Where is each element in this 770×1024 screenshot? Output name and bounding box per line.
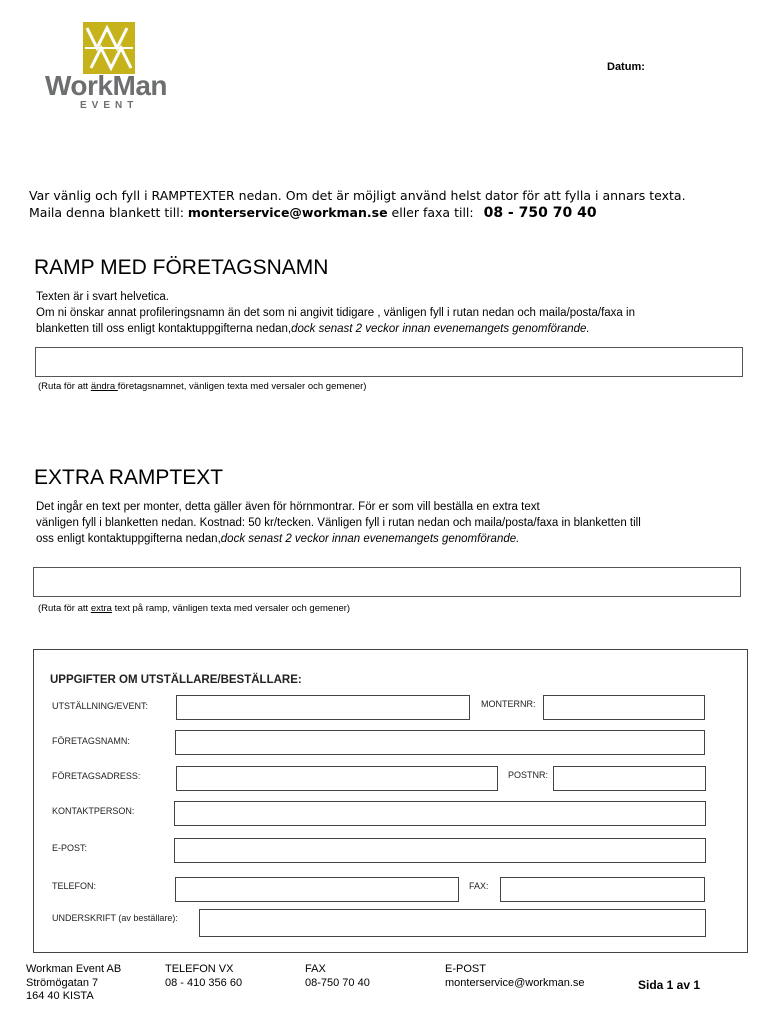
company-input[interactable] [175, 730, 705, 755]
booth-label: MONTERNR: [481, 699, 536, 709]
extra-field-note: (Ruta för att extra text på ramp, vänligen texta med versaler och gemener) [38, 603, 351, 614]
workman-logo-mark [83, 22, 135, 74]
exhibition-input[interactable] [176, 695, 470, 720]
contact-label: KONTAKTPERSON: [52, 806, 135, 816]
address-input[interactable] [176, 766, 498, 791]
email-input[interactable] [174, 838, 706, 863]
logo-subtitle: EVENT [80, 100, 139, 111]
company-label: FÖRETAGSNAMN: [52, 736, 130, 746]
page-number: Sida 1 av 1 [638, 978, 701, 992]
extra-heading: EXTRA RAMPTEXT [34, 466, 224, 489]
exhibition-label: UTSTÄLLNING/EVENT: [52, 701, 149, 711]
intro-text [29, 187, 686, 222]
footer-email: E-POST monterservice@workman.se [445, 963, 585, 989]
form-title: UPPGIFTER OM UTSTÄLLARE/BESTÄLLARE: [50, 674, 302, 686]
intro-line-2: Maila denna blankett till: monterservice@workman.se eller faxa till: 08 - 750 70 40 [29, 205, 597, 221]
footer-company: Workman Event AB Strömögatan 7 164 40 KISTA [26, 963, 122, 1002]
address-label: FÖRETAGSADRESS: [52, 771, 141, 781]
intro-line-1: Var vänlig och fyll i RAMPTEXTER nedan. Om det är möjligt använd helst dator för att fylla i annars texta. [29, 188, 686, 203]
intro-email[interactable]: monterservice@workman.se [187, 205, 388, 220]
date-label: Datum: [607, 61, 645, 73]
footer-phone: TELEFON VX 08 - 410 356 60 [165, 963, 243, 989]
zip-label: POSTNR: [508, 770, 549, 780]
intro-fax-number: 08 - 750 70 40 [483, 205, 597, 221]
contact-input[interactable] [174, 801, 706, 826]
ramp-company-name-input[interactable] [35, 347, 743, 377]
ramp-field-note: (Ruta för att ändra företagsnamnet, vänligen texta med versaler och gemener) [38, 381, 367, 392]
phone-input[interactable] [175, 877, 459, 902]
extra-description: Det ingår en text per monter, detta gäller även för hörnmontrar. För er som vill beställa en extra text vänligen fyll i blanketten nedan. Kostnad: 50 kr/tecken. Vänligen fyll i rutan nedan och maila/posta/faxa in blanketten till oss enligt kontaktuppgifterna nedan,dock senast 2 veckor innan evenemangets genomförande. [36, 501, 641, 545]
signature-label: UNDERSKRIFT (av beställare): [52, 913, 178, 923]
ramp-heading: RAMP MED FÖRETAGSNAMN [34, 256, 329, 279]
fax-label: FAX: [469, 881, 489, 891]
booth-input[interactable] [543, 695, 705, 720]
email-label: E-POST: [52, 843, 88, 853]
footer-fax: FAX 08-750 70 40 [305, 963, 370, 989]
extra-ramptext-input[interactable] [33, 567, 741, 597]
fax-input[interactable] [500, 877, 705, 902]
signature-input[interactable] [199, 909, 706, 937]
logo-wordmark: WorkMan [45, 70, 167, 101]
zip-input[interactable] [553, 766, 706, 791]
ramp-description: Texten är i svart helvetica. Om ni önskar annat profileringsnamn än det som ni angivit tidigare , vänligen fyll i rutan nedan och maila/posta/faxa in blanketten till oss enligt kontaktuppgifterna nedan,dock senast 2 veckor innan evenemangets genomförande. [36, 291, 635, 335]
phone-label: TELEFON: [52, 881, 97, 891]
